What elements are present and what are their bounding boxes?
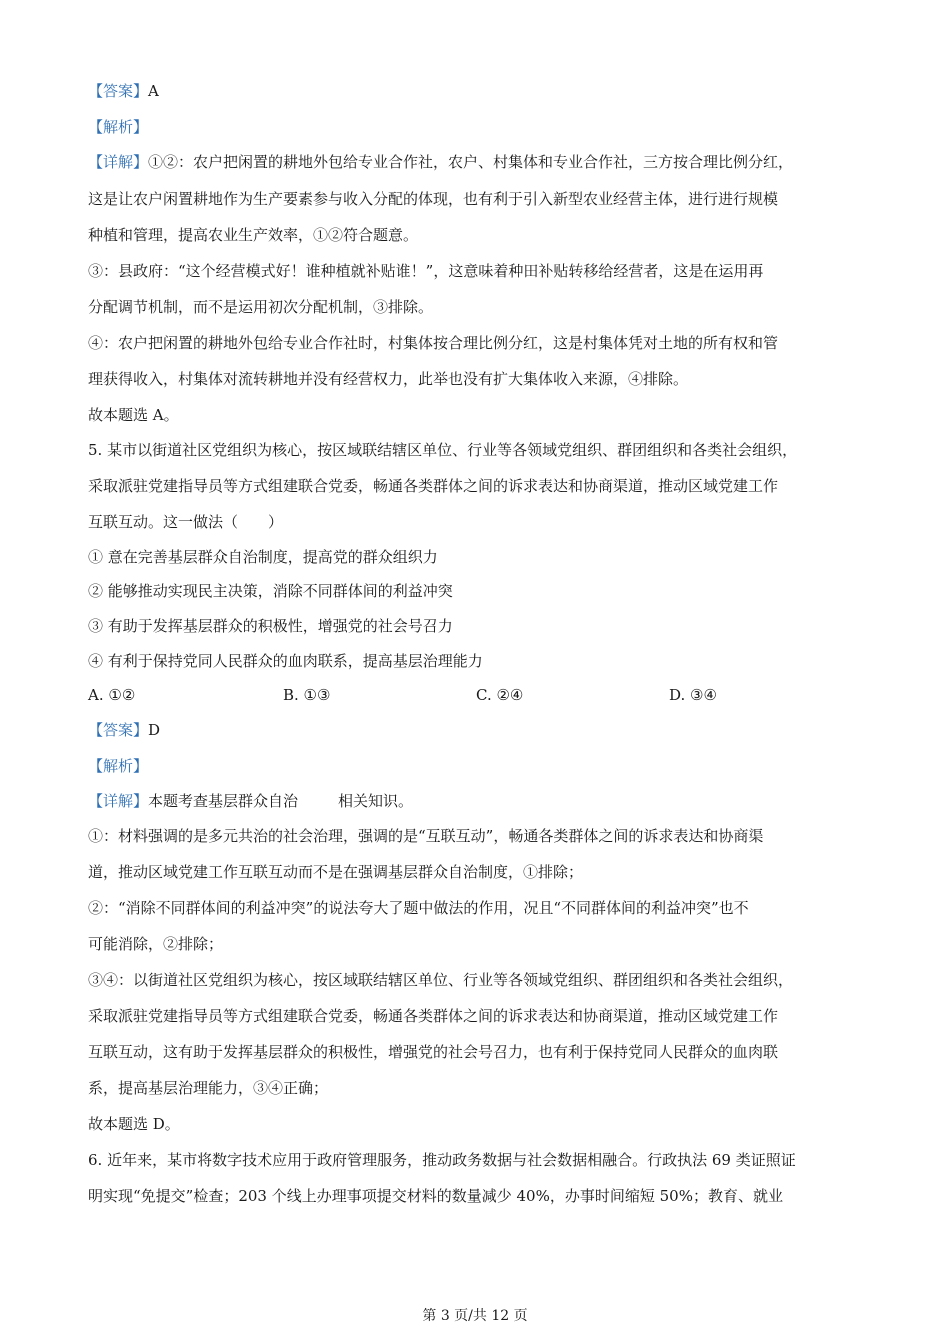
detail-text: 可能消除，②排除； [88, 935, 224, 953]
option-a: A. ①② [88, 686, 136, 704]
detail-text: 相关知识。 [338, 792, 414, 810]
q5-stem: 采取派驻党建指导员等方式组建联合党委，畅通各类群体之间的诉求表达和协商渠道，推动区域党建工作 [88, 477, 779, 495]
q5-analysis-line [88, 756, 870, 776]
q5-answer-line [88, 720, 870, 740]
answer-value: A [148, 82, 159, 100]
analysis-tag: 【解析】 [88, 118, 149, 136]
detail-tag: 【详解】 [88, 153, 149, 171]
detail-text: 采取派驻党建指导员等方式组建联合党委，畅通各类群体之间的诉求表达和协商渠道，推动区域党建工作 [88, 1007, 779, 1025]
detail-text: ①②：农户把闲置的耕地外包给专业合作社，农户、村集体和专业合作社，三方按合理比例分红， [148, 153, 794, 171]
q5-statement: ④ 有利于保持党同人民群众的血肉联系，提高基层治理能力 [88, 652, 483, 670]
detail-text: 道，推动区域党建工作互联互动而不是在强调基层群众自治制度，①排除； [88, 863, 584, 881]
detail-text: ④：农户把闲置的耕地外包给专业合作社时，村集体按合理比例分红，这是村集体凭对土地的所有权和管 [88, 334, 779, 352]
detail-text: 分配调节机制，而不是运用初次分配机制，③排除。 [88, 298, 434, 316]
detail-text: ②：“消除不同群体间的利益冲突”的说法夸大了题中做法的作用，况且“不同群体间的利益冲突”也不 [88, 899, 749, 917]
q5-stem: 互联互动。这一做法（ ） [88, 513, 284, 531]
answer-tag: 【答案】 [88, 721, 149, 739]
option-c: C. ②④ [476, 686, 524, 704]
detail-text: 本题考查基层群众自治 [148, 792, 299, 810]
q5-stem: 5. 某市以街道社区党组织为核心，按区域联结辖区单位、行业等各领域党组织、群团组织和各类社会组织， [88, 441, 798, 459]
q5-statement: ③ 有助于发挥基层群众的积极性，增强党的社会号召力 [88, 617, 453, 635]
q6-stem: 6. 近年来，某市将数字技术应用于政府管理服务，推动政务数据与社会数据相融合。行政执法 69 类证照证 [88, 1151, 796, 1169]
q4-detail-line [88, 152, 870, 172]
q5-statement: ① 意在完善基层群众自治制度，提高党的群众组织力 [88, 548, 438, 566]
detail-text: ①：材料强调的是多元共治的社会治理，强调的是“互联互动”，畅通各类群体之间的诉求表达和协商渠 [88, 827, 764, 845]
q4-analysis-line [88, 117, 870, 137]
detail-text: ③④：以街道社区党组织为核心，按区域联结辖区单位、行业等各领域党组织、群团组织和各类社会组织， [88, 971, 794, 989]
detail-text: 种植和管理，提高农业生产效率，①②符合题意。 [88, 226, 419, 244]
answer-tag: 【答案】 [88, 82, 149, 100]
detail-text: 互联互动，这有助于发挥基层群众的积极性，增强党的社会号召力，也有利于保持党同人民群众的血肉联 [88, 1043, 779, 1061]
detail-text: ③：县政府：“这个经营模式好！谁种植就补贴谁！”，这意味着种田补贴转移给经营者，这是在运用再 [88, 262, 764, 280]
conclusion-text: 故本题选 A。 [88, 406, 179, 424]
q5-statement: ② 能够推动实现民主决策，消除不同群体间的利益冲突 [88, 582, 453, 600]
q6-stem: 明实现“免提交”检查；203 个线上办理事项提交材料的数量减少 40%，办事时间缩短 50%；教育、就业 [88, 1187, 783, 1205]
page-footer: 第 3 页/共 12 页 [422, 1308, 528, 1324]
detail-text: 理获得收入，村集体对流转耕地并没有经营权力，此举也没有扩大集体收入来源，④排除。 [88, 370, 689, 388]
detail-text: 系，提高基层治理能力，③④正确； [88, 1079, 329, 1097]
option-d: D. ③④ [669, 686, 717, 704]
detail-tag: 【详解】 [88, 792, 149, 810]
detail-text: 这是让农户闲置耕地作为生产要素参与收入分配的体现，也有利于引入新型农业经营主体，进行进行规模 [88, 190, 779, 208]
answer-value: D [148, 721, 161, 739]
option-b: B. ①③ [283, 686, 331, 704]
q4-answer-line [88, 81, 870, 101]
conclusion-text: 故本题选 D。 [88, 1115, 180, 1133]
q5-detail-line [88, 791, 870, 811]
analysis-tag: 【解析】 [88, 757, 149, 775]
